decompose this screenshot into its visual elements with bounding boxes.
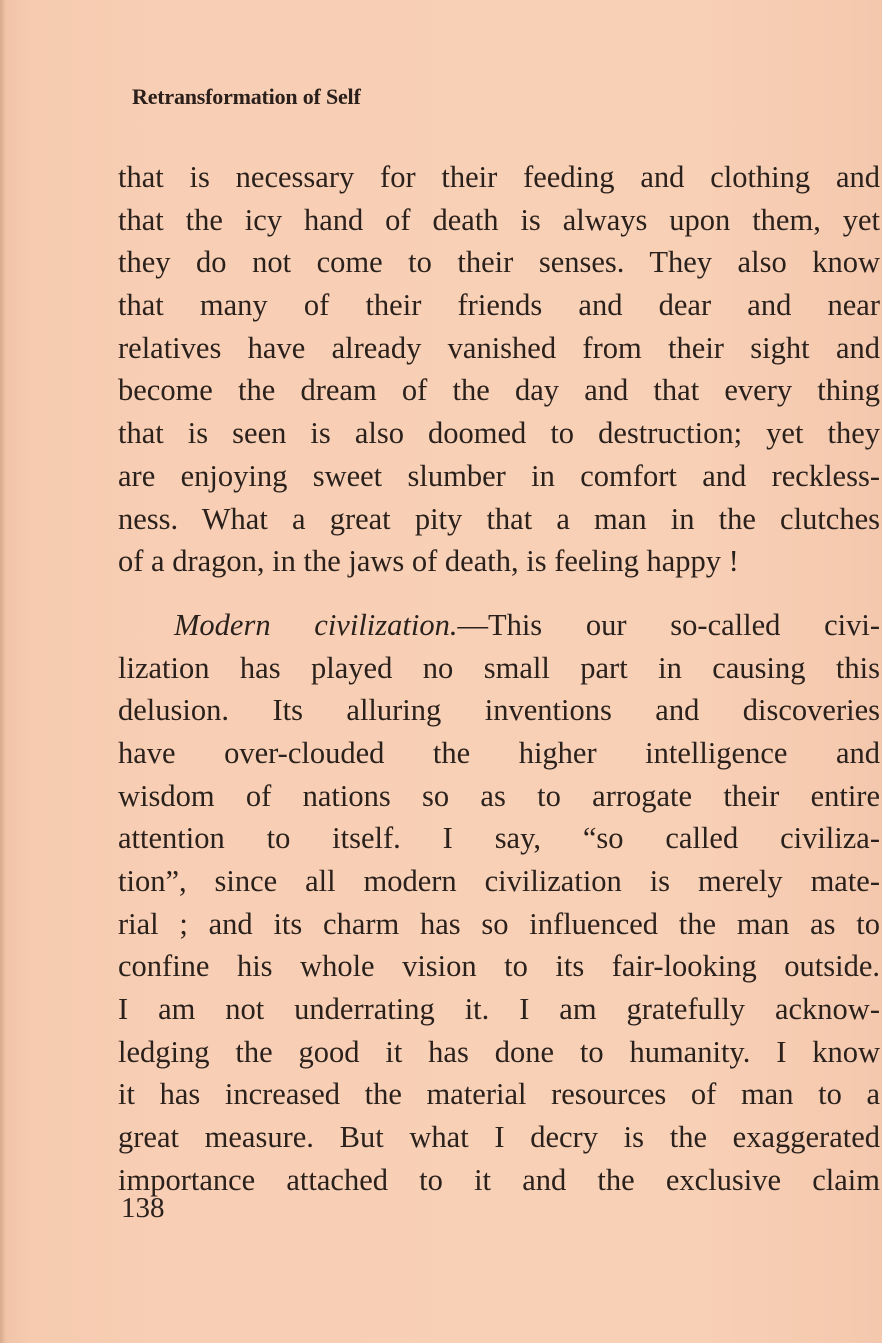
- text-line: that the icy hand of death is always upon them, yet: [118, 202, 880, 237]
- paragraph-lead-line: [118, 604, 880, 647]
- section-heading-inline: Modern civilization.: [174, 607, 458, 642]
- text-line: lization has played no small part in causing this: [118, 650, 880, 685]
- paragraph-1: [118, 156, 880, 583]
- page-edge-shadow: [0, 0, 6, 1343]
- text-line: attention to itself. I say, “so called civiliza-: [118, 821, 880, 856]
- text-line: delusion. Its alluring inventions and discoveries: [118, 693, 880, 728]
- paragraph-2: [118, 604, 880, 1202]
- running-header: Retransformation of Self: [132, 84, 361, 109]
- body-text: [118, 156, 880, 1202]
- paragraph-gap: [118, 583, 880, 604]
- text-line: tion”, since all modern civilization is merely mate-: [118, 864, 880, 898]
- text-line: of a dragon, in the jaws of death, is feeling happy !: [118, 544, 739, 579]
- text-line: they do not come to their senses. They also know: [118, 245, 880, 280]
- text-line: become the dream of the day and that every thing: [118, 373, 880, 408]
- text-line: great measure. But what I decry is the exaggerated: [118, 1120, 880, 1155]
- text-line: that many of their friends and dear and near: [118, 288, 880, 323]
- text-line: relatives have already vanished from their sight and: [118, 330, 880, 365]
- text-line: are enjoying sweet slumber in comfort and reckless-: [118, 458, 880, 493]
- text-line: ness. What a great pity that a man in the clutches: [118, 501, 880, 536]
- text-line: I am not underrating it. I am gratefully acknow-: [118, 992, 880, 1027]
- text-line: confine his whole vision to its fair-looking outside.: [118, 949, 880, 984]
- text-line: have over-clouded the higher intelligence and: [118, 735, 880, 770]
- text-line: it has increased the material resources of man to a: [118, 1077, 880, 1112]
- text-line: wisdom of nations so as to arrogate their entire: [118, 778, 880, 813]
- text-line: that is necessary for their feeding and clothing and: [118, 160, 880, 194]
- text-line: rial ; and its charm has so influenced the man as to: [118, 906, 880, 941]
- text-line: that is seen is also doomed to destruction; yet they: [118, 416, 880, 451]
- text-line: ledging the good it has done to humanity. I know: [118, 1034, 880, 1069]
- page-number: 138: [121, 1192, 165, 1224]
- lead-line-text: —This our so-called civi-: [457, 607, 880, 642]
- text-line: importance attached to it and the exclusive claim: [118, 1162, 880, 1197]
